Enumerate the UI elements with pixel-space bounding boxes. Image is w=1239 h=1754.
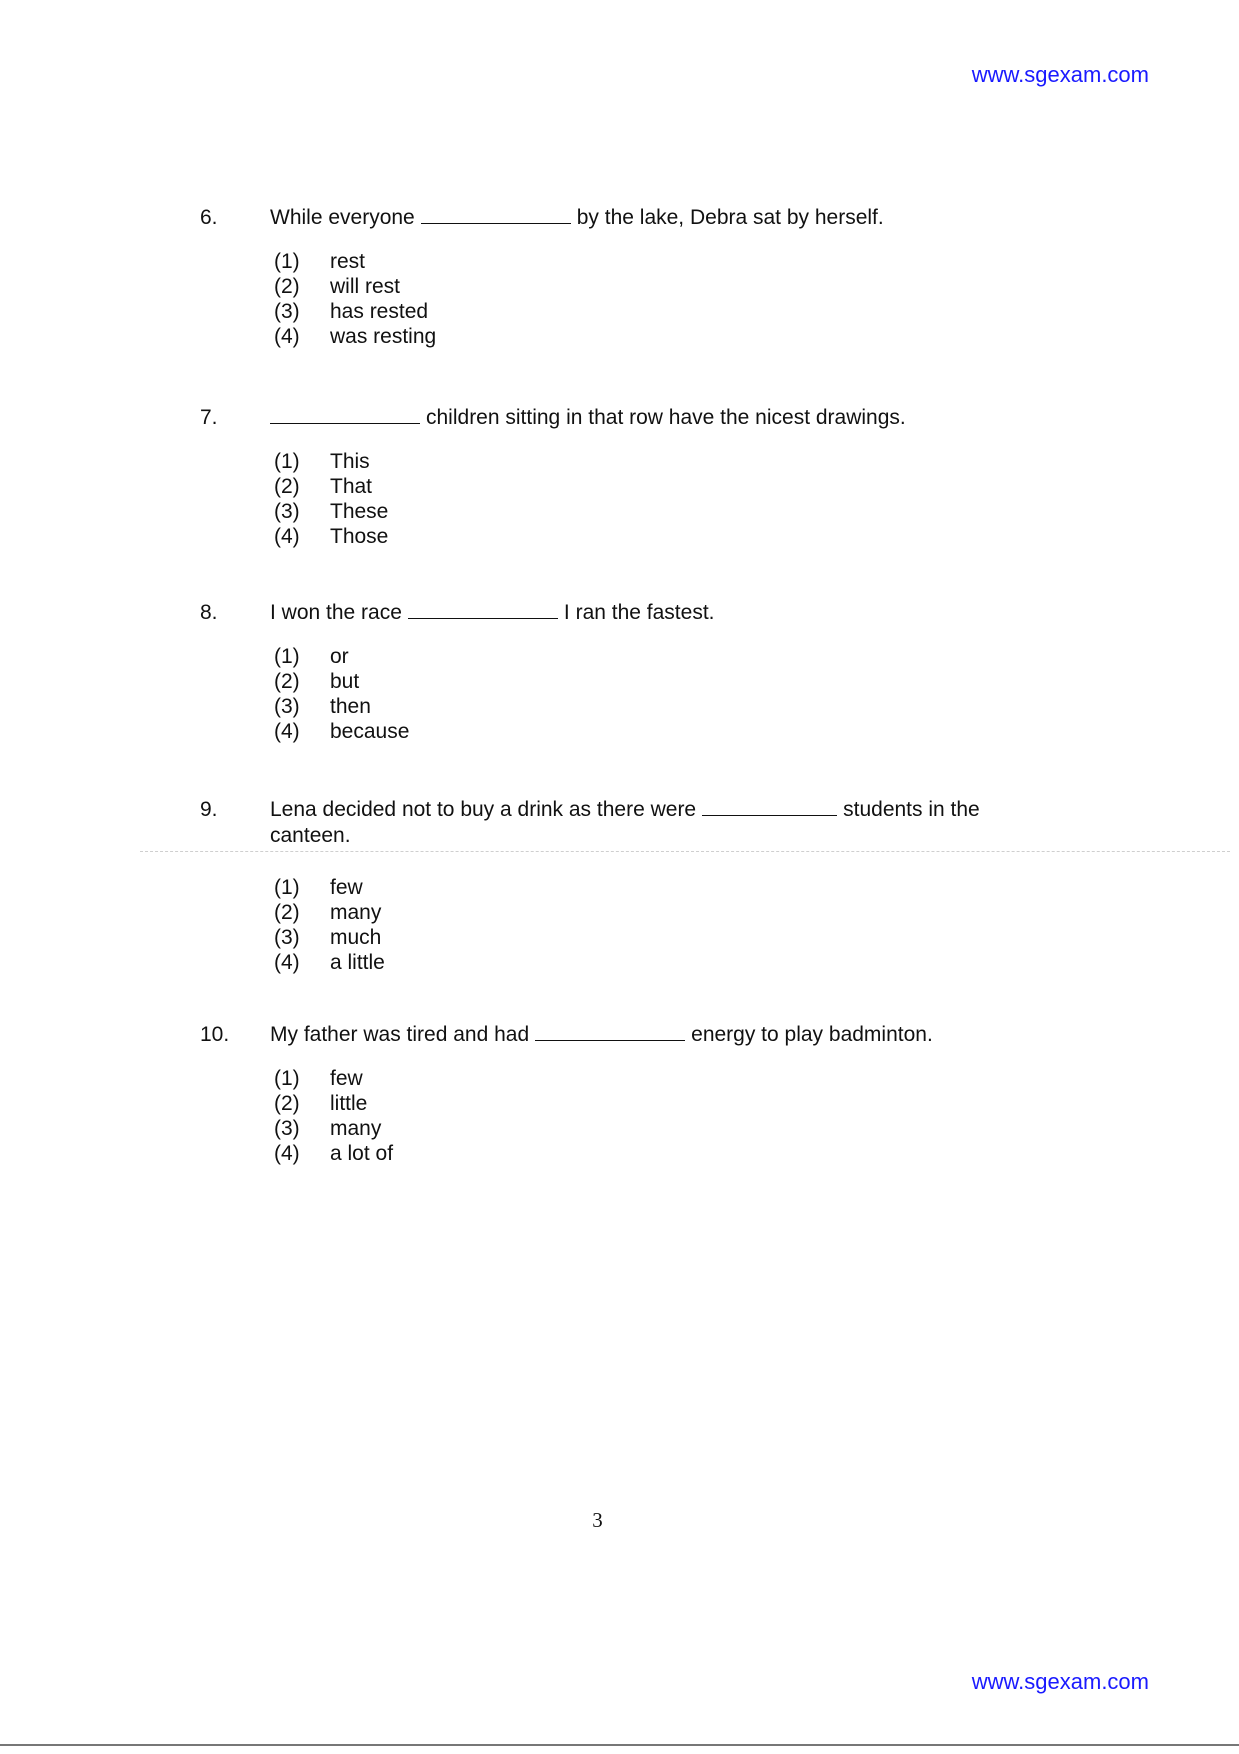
- option-number: (2): [274, 670, 300, 693]
- answer-blank: [408, 617, 558, 619]
- answer-blank: [702, 814, 837, 816]
- question-text-after: students in the canteen.: [270, 798, 980, 847]
- option-number: (4): [274, 951, 300, 974]
- option: [274, 875, 1010, 900]
- options-list: [274, 449, 906, 549]
- option: [274, 669, 715, 694]
- option-text: or: [330, 645, 349, 668]
- scan-edge-line: [0, 1744, 1239, 1746]
- question-text-after: energy to play badminton.: [691, 1023, 933, 1046]
- question-text-before: While everyone: [270, 206, 415, 229]
- question-10: [200, 1022, 933, 1166]
- question-number: 8.: [200, 601, 218, 624]
- question-text-before: Lena decided not to buy a drink as there were: [270, 798, 697, 821]
- question-number: 6.: [200, 206, 218, 229]
- answer-blank: [421, 222, 571, 224]
- option-text: This: [330, 450, 370, 473]
- option-number: (2): [274, 901, 300, 924]
- option-text: These: [330, 500, 389, 523]
- option-number: (3): [274, 300, 300, 323]
- page-number: 3: [592, 1508, 603, 1532]
- question-text: [270, 1022, 933, 1048]
- option-number: (3): [274, 500, 300, 523]
- option: [274, 299, 884, 324]
- option: [274, 1116, 933, 1141]
- option-text: but: [330, 670, 360, 693]
- question-6: [200, 205, 884, 349]
- option-text: then: [330, 695, 371, 718]
- option-text: has rested: [330, 300, 429, 323]
- answer-blank: [270, 422, 420, 424]
- option-number: (2): [274, 1092, 300, 1115]
- question-7: [200, 405, 906, 549]
- option: [274, 719, 715, 744]
- option: [274, 1141, 933, 1166]
- answer-blank: [535, 1039, 685, 1041]
- option: [274, 900, 1010, 925]
- question-text: [270, 600, 715, 626]
- option-number: (3): [274, 695, 300, 718]
- watermark-bottom: www.sgexam.com: [971, 1669, 1149, 1694]
- question-text-after: children sitting in that row have the nicest drawings.: [426, 406, 906, 429]
- option-number: (2): [274, 275, 300, 298]
- question-number: 9.: [200, 798, 218, 821]
- option: [274, 324, 884, 349]
- option-number: (1): [274, 450, 300, 473]
- option: [274, 249, 884, 274]
- option-number: (4): [274, 525, 300, 548]
- option-text: few: [330, 1067, 363, 1090]
- question-text-after: by the lake, Debra sat by herself.: [576, 206, 884, 229]
- question-8: [200, 600, 715, 744]
- option: [274, 1091, 933, 1116]
- option-text: was resting: [330, 325, 437, 348]
- options-list: [274, 875, 1010, 975]
- option-number: (1): [274, 876, 300, 899]
- option-text: because: [330, 720, 410, 743]
- options-list: [274, 249, 884, 349]
- option: [274, 274, 884, 299]
- watermark-top: www.sgexam.com: [971, 62, 1149, 87]
- question-9: [200, 797, 1010, 975]
- question-text: [270, 205, 884, 231]
- option: [274, 925, 1010, 950]
- option-text: Those: [330, 525, 389, 548]
- option: [274, 499, 906, 524]
- question-number: 10.: [200, 1023, 230, 1046]
- option-number: (3): [274, 926, 300, 949]
- option-text: many: [330, 901, 382, 924]
- option: [274, 1066, 933, 1091]
- question-text: [270, 405, 906, 431]
- option-number: (4): [274, 1142, 300, 1165]
- option-number: (4): [274, 325, 300, 348]
- option-text: a little: [330, 951, 385, 974]
- option-text: will rest: [330, 275, 401, 298]
- option-number: (1): [274, 1067, 300, 1090]
- option-number: (3): [274, 1117, 300, 1140]
- question-number: 7.: [200, 406, 218, 429]
- option-text: rest: [330, 250, 366, 273]
- option-number: (4): [274, 720, 300, 743]
- option: [274, 474, 906, 499]
- option-text: many: [330, 1117, 382, 1140]
- option-text: a lot of: [330, 1142, 394, 1165]
- options-list: [274, 644, 715, 744]
- option-text: That: [330, 475, 373, 498]
- option: [274, 950, 1010, 975]
- option: [274, 524, 906, 549]
- question-text: [270, 797, 1010, 849]
- question-text-before: I won the race: [270, 601, 402, 624]
- option-number: (1): [274, 645, 300, 668]
- option: [274, 644, 715, 669]
- options-list: [274, 1066, 933, 1166]
- option-text: little: [330, 1092, 368, 1115]
- option-number: (2): [274, 475, 300, 498]
- option: [274, 449, 906, 474]
- option: [274, 694, 715, 719]
- question-text-before: My father was tired and had: [270, 1023, 530, 1046]
- option-number: (1): [274, 250, 300, 273]
- question-text-after: I ran the fastest.: [563, 601, 715, 624]
- option-text: few: [330, 876, 363, 899]
- option-text: much: [330, 926, 382, 949]
